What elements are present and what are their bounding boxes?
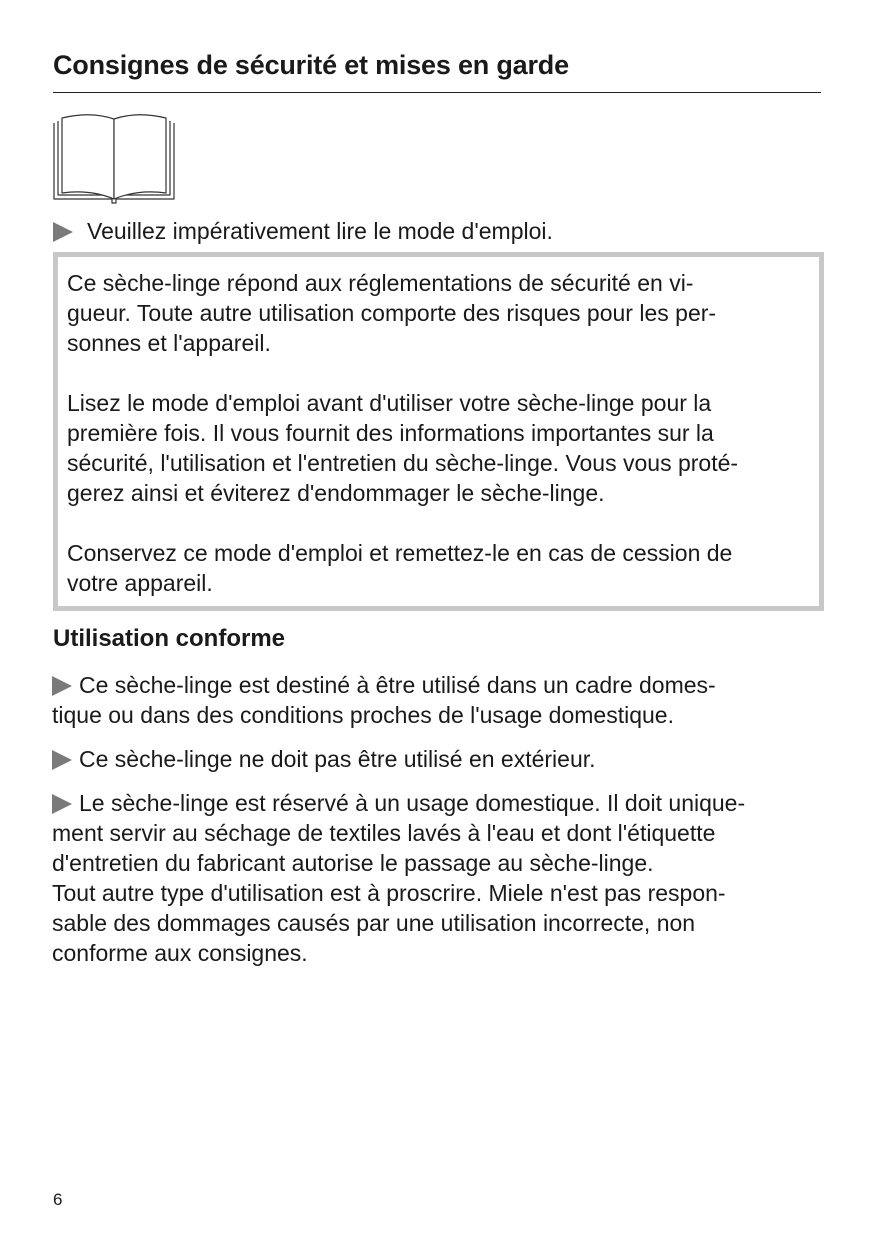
triangle-arrow-icon [52,750,72,770]
list-item-text: Ce sèche-linge ne doit pas être utilisé en extérieur. [79,746,596,772]
notice-line: première fois. Il vous fournit des informations importantes sur la [67,420,714,446]
notice-line: Lisez le mode d'emploi avant d'utiliser votre sèche-linge pour la [67,390,712,416]
title-divider [53,92,821,93]
notice-line: gueur. Toute autre utilisation comporte des risques pour les per- [67,300,717,326]
page-number: 6 [53,1190,63,1209]
notice-line: sonnes et l'appareil. [67,330,271,356]
notice-line: sécurité, l'utilisation et l'entretien du sèche-linge. Vous vous proté- [67,450,739,476]
triangle-arrow-icon [53,222,73,242]
list-item-line [52,744,832,774]
list-item-line: ment servir au séchage de textiles lavés à l'eau et dont l'étiquette [52,820,716,846]
list-item-line [52,670,832,700]
list-item-line: d'entretien du fabricant autorise le passage au sèche-linge. [52,850,654,876]
notice-line: gerez ainsi et éviterez d'endommager le sèche-linge. [67,480,605,506]
list-item-line: conforme aux consignes. [52,940,308,966]
triangle-arrow-icon [52,794,72,814]
triangle-arrow-icon [52,676,72,696]
instruction-text: Veuillez impérativement lire le mode d'emploi. [87,218,553,244]
page-title: Consignes de sécurité et mises en garde [53,50,569,80]
list-item-text: Le sèche-linge est réservé à un usage domestique. Il doit unique- [79,790,746,816]
notice-line: Conservez ce mode d'emploi et remettez-le en cas de cession de [67,540,733,566]
list-item-line [52,788,832,818]
intended-use-list [52,670,832,968]
safety-notice-box [53,252,824,611]
notice-line: votre appareil. [67,570,213,596]
notice-line: Ce sèche-linge répond aux réglementations de sécurité en vi- [67,270,694,296]
section-heading: Utilisation conforme [53,625,286,652]
list-item-line: Tout autre type d'utilisation est à proscrire. Miele n'est pas respon- [52,880,726,906]
list-item-line: tique ou dans des conditions proches de l'usage domestique. [52,702,674,728]
list-item-text: Ce sèche-linge est destiné à être utilisé dans un cadre domes- [79,672,716,698]
read-manual-instruction [53,216,553,246]
open-book-icon [52,113,176,206]
list-item-line: sable des dommages causés par une utilisation incorrecte, non [52,910,696,936]
